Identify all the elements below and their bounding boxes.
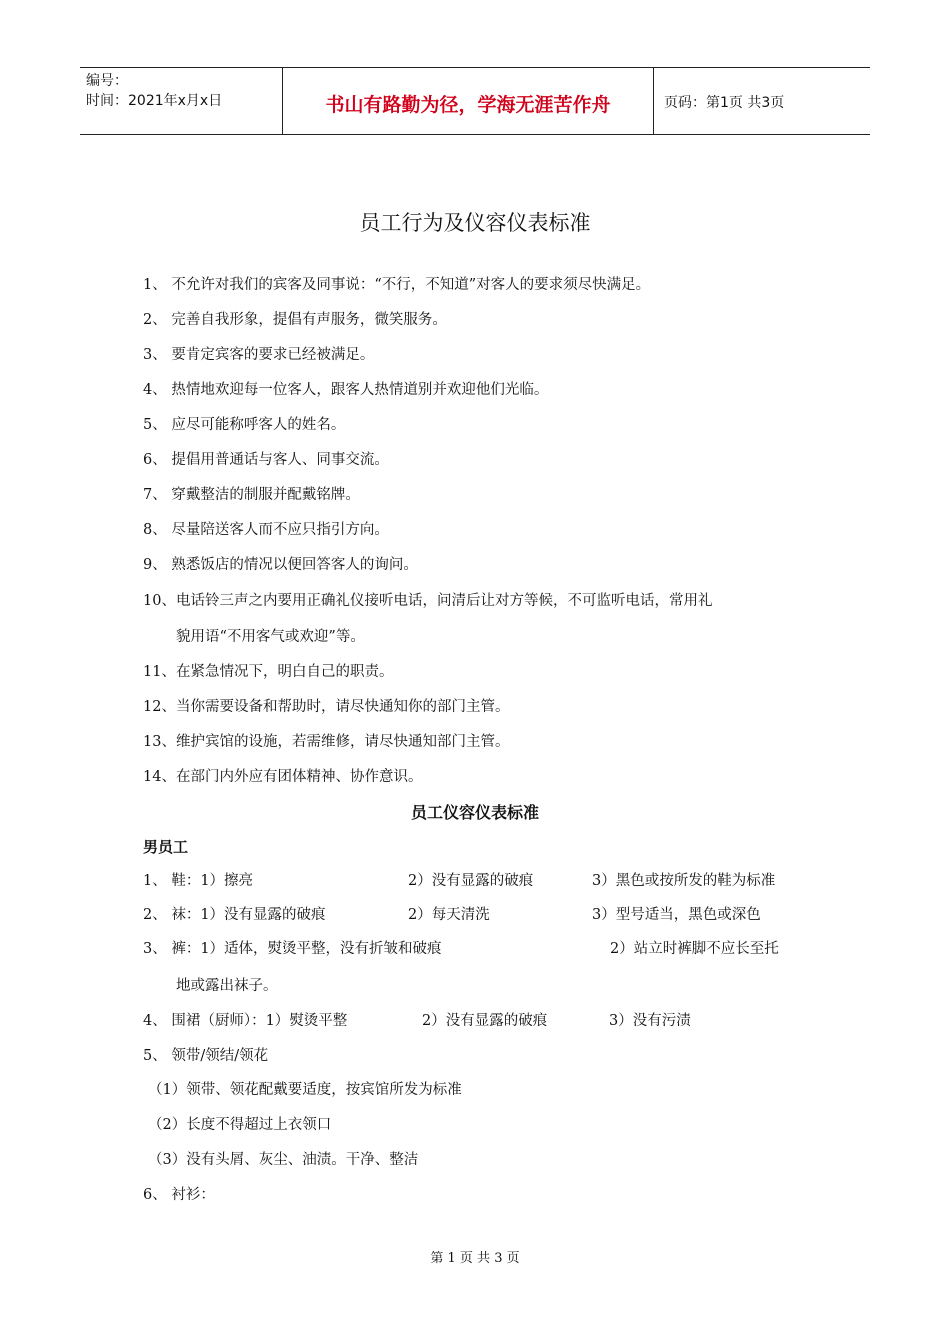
tie-subitem: （2）长度不得超过上衣领口 (148, 1117, 332, 1133)
rule-item: 8、 尽量陪送客人而不应只指引方向。 (143, 522, 389, 538)
rule-item: 7、 穿戴整洁的制服并配戴铭牌。 (143, 487, 360, 503)
pants-item: 3、 裤：1）适体，熨烫平整，没有折皱和破痕 (143, 941, 442, 957)
male-heading: 男员工 (143, 838, 189, 856)
rule-item: 13、维护宾馆的设施，若需维修，请尽快通知部门主管。 (143, 734, 510, 750)
rule-item: 10、电话铃三声之内要用正确礼仪接听电话，问清后让对方等候，不可监听电话，常用礼 (143, 593, 713, 609)
socks-item: 3）型号适当，黑色或深色 (592, 907, 761, 923)
rule-item: 5、 应尽可能称呼客人的姓名。 (143, 417, 346, 433)
pants-item: 2）站立时裤脚不应长至托 (610, 941, 779, 957)
shoes-item: 2）没有显露的破痕 (408, 873, 534, 889)
time-label: 时间：2021年x月x日 (86, 93, 223, 109)
section-subtitle: 员工仪容仪表标准 (410, 803, 539, 822)
tie-subitem: （3）没有头屑、灰尘、油渍。干净、整洁 (148, 1152, 419, 1168)
rule-item: 11、在紧急情况下，明白自己的职责。 (143, 664, 394, 680)
socks-item: 2）每天清洗 (408, 907, 490, 923)
tie-heading: 5、 领带/领结/领花 (143, 1048, 269, 1064)
shoes-item: 3）黑色或按所发的鞋为标准 (592, 873, 776, 889)
tie-subitem: （1）领带、领花配戴要适度，按宾馆所发为标准 (148, 1082, 462, 1098)
rule-item: 14、在部门内外应有团体精神、协作意识。 (143, 769, 423, 785)
rule-item-continuation: 貌用语“不用客气或欢迎”等。 (176, 629, 365, 645)
apron-item: 2）没有显露的破痕 (422, 1013, 548, 1029)
header-motto: 书山有路勤为径，学海无涯苦作舟 (325, 94, 611, 116)
socks-item: 2、 袜：1）没有显露的破痕 (143, 907, 326, 923)
pants-item-continuation: 地或露出袜子。 (176, 978, 278, 994)
header-table (80, 67, 870, 135)
rule-item: 12、当你需要设备和帮助时，请尽快通知你的部门主管。 (143, 699, 510, 715)
header-divider (653, 68, 654, 135)
rule-item: 4、 热情地欢迎每一位客人，跟客人热情道别并欢迎他们光临。 (143, 382, 549, 398)
shoes-item: 1、 鞋：1）擦亮 (143, 873, 254, 889)
rule-item: 2、 完善自我形象，提倡有声服务，微笑服务。 (143, 312, 447, 328)
header-meta (86, 71, 282, 111)
rule-item: 3、 要肯定宾客的要求已经被满足。 (143, 347, 375, 363)
apron-item: 4、 围裙（厨师）：1）熨烫平整 (143, 1013, 348, 1029)
apron-item: 3）没有污渍 (609, 1013, 691, 1029)
page-footer: 第 1 页 共 3 页 (430, 1251, 520, 1266)
header-page-info: 页码：第1页 共3页 (664, 95, 785, 111)
rule-item: 1、 不允许对我们的宾客及同事说：“不行，不知道”对客人的要求须尽快满足。 (143, 277, 651, 293)
number-label: 编号： (86, 73, 128, 89)
rule-item: 9、 熟悉饭店的情况以便回答客人的询问。 (143, 557, 418, 573)
rule-item: 6、 提倡用普通话与客人、同事交流。 (143, 452, 389, 468)
shirt-heading: 6、 衬衫： (143, 1187, 215, 1203)
document-title: 员工行为及仪容仪表标准 (359, 211, 591, 235)
